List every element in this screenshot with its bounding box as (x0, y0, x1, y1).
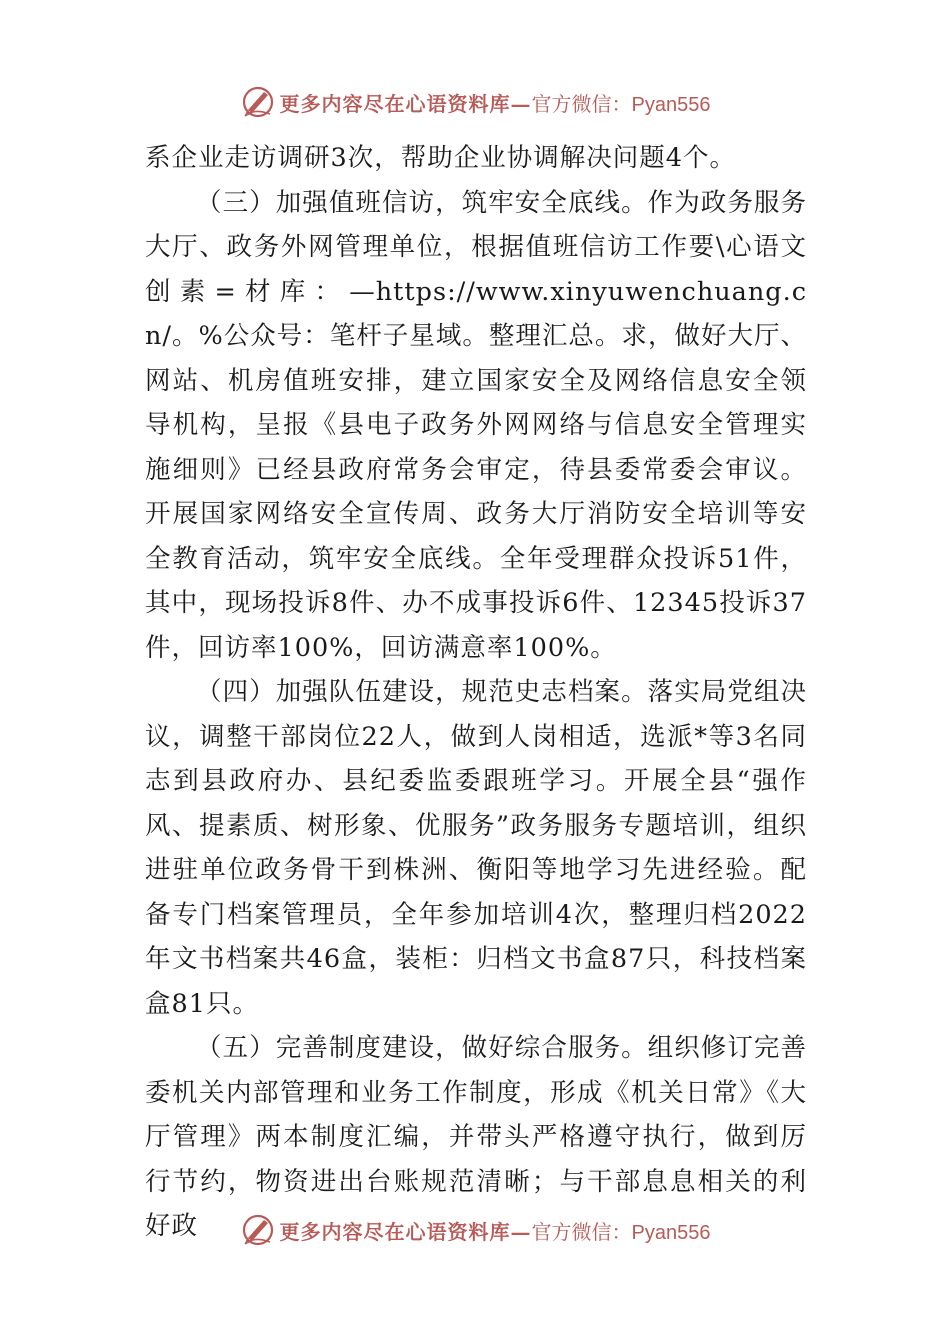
footer-watermark (0, 1210, 950, 1250)
paragraph-4: （五）完善制度建设，做好综合服务。组织修订完善委机关内部管理和业务工作制度，形成《机关日常》《大厅管理》两本制度汇编，并带头严格遵守执行，做到厉行节约，物资进出台账规范清晰；与干部息息相关的利好政 (145, 1033, 807, 1241)
header-wechat-text: 官方微信：Pyan556 (531, 93, 711, 116)
header-brand-text: 更多内容尽在心语资料库— (279, 91, 532, 116)
pen-logo-icon (240, 84, 276, 120)
paragraph-1: 系企业走访调研3次，帮助企业协调解决问题4个。 (145, 143, 736, 173)
header-watermark (0, 82, 950, 122)
paragraph-3: （四）加强队伍建设，规范史志档案。落实局党组决议，调整干部岗位22人，做到人岗相适，选派*等3名同志到县政府办、县纪委监委跟班学习。开展全县“强作风、提素质、树形象、优服务”政务服务专题培训，组织进驻单位政务骨干到株洲、衡阳等地学习先进经验。配备专门档案管理员，全年参加培训4次，整理归档2022年文书档案共46盒，装柜：归档文书盒87只，科技档案盒81只。 (145, 677, 807, 1019)
pen-logo-icon (240, 1212, 276, 1248)
paragraph-2: （三）加强值班信访，筑牢安全底线。作为政务服务大厅、政务外网管理单位，根据值班信访工作要\心语文创素=材库：—https://www.xinyuwenchuang.cn/。%公众号：笔杆子星域。整理汇总。求，做好大厅、网站、机房值班安排，建立国家安全及网络信息安全领导机构，呈报《县电子政务外网网络与信息安全管理实施细则》已经县政府常务会审定，待县委常委会审议。开展国家网络安全宣传周、政务大厅消防安全培训等安全教育活动，筑牢安全底线。全年受理群众投诉51件，其中，现场投诉8件、办不成事投诉6件、12345投诉37件，回访率100%，回访满意率100%。 (145, 187, 807, 663)
footer-wechat-text: 官方微信：Pyan556 (531, 1221, 711, 1244)
document-body (145, 136, 807, 1249)
footer-brand-text: 更多内容尽在心语资料库— (279, 1219, 532, 1244)
